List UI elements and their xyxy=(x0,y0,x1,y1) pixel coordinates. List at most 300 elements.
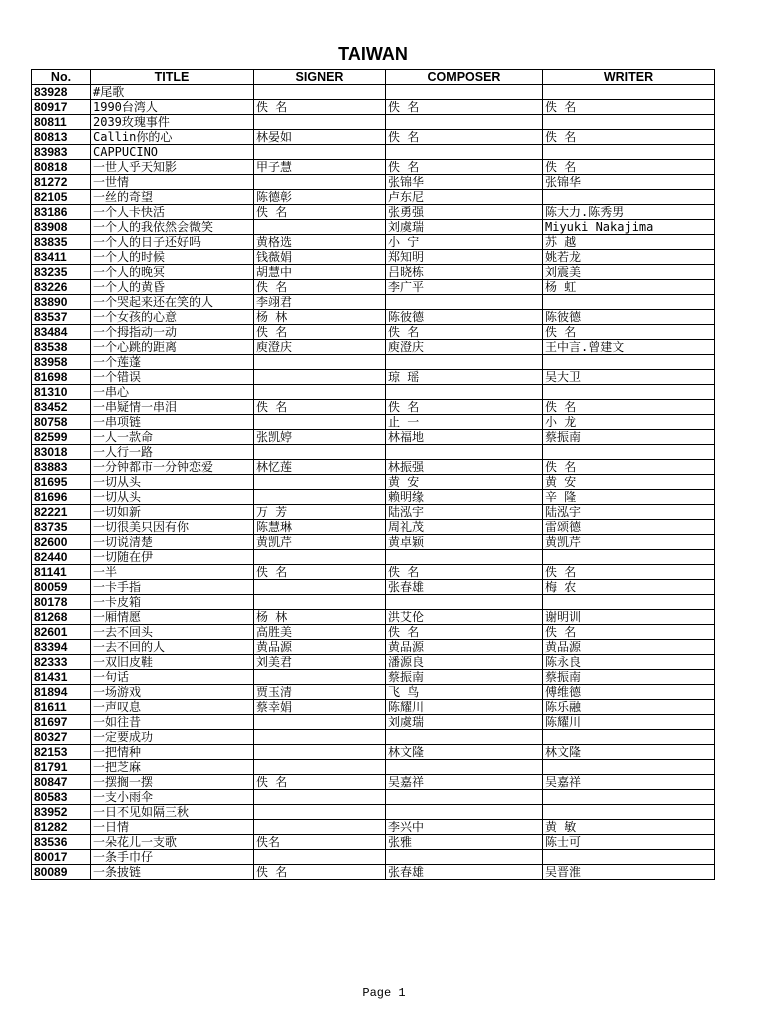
table-row xyxy=(32,835,715,850)
writer-cell xyxy=(543,595,715,610)
song-number-cell: 80059 xyxy=(32,580,91,595)
song-number-cell: 83018 xyxy=(32,445,91,460)
writer-cell: 小 龙 xyxy=(543,415,715,430)
signer-cell xyxy=(254,145,386,160)
composer-cell xyxy=(386,595,543,610)
signer-cell: 佚 名 xyxy=(254,865,386,880)
song-title-cell: 一半 xyxy=(91,565,254,580)
signer-cell xyxy=(254,115,386,130)
composer-cell: 李广平 xyxy=(386,280,543,295)
song-title-cell: 一个莲蓬 xyxy=(91,355,254,370)
composer-cell: 蔡振南 xyxy=(386,670,543,685)
signer-cell: 佚 名 xyxy=(254,775,386,790)
song-title-cell: 1990台湾人 xyxy=(91,100,254,115)
column-header-writer: WRITER xyxy=(543,70,715,85)
composer-cell: 张锦华 xyxy=(386,175,543,190)
composer-cell: 小 宁 xyxy=(386,235,543,250)
table-row xyxy=(32,535,715,550)
song-title-cell: 一世人乎天知影 xyxy=(91,160,254,175)
composer-cell: 刘虞瑞 xyxy=(386,715,543,730)
table-row xyxy=(32,115,715,130)
table-row xyxy=(32,445,715,460)
table-row xyxy=(32,100,715,115)
signer-cell: 贾玉清 xyxy=(254,685,386,700)
composer-cell xyxy=(386,85,543,100)
table-row xyxy=(32,700,715,715)
column-header-composer: COMPOSER xyxy=(386,70,543,85)
table-row xyxy=(32,175,715,190)
writer-cell: 陈大力.陈秀男 xyxy=(543,205,715,220)
composer-cell: 吴嘉祥 xyxy=(386,775,543,790)
writer-cell: 辛 隆 xyxy=(543,490,715,505)
composer-cell: 佚 名 xyxy=(386,100,543,115)
signer-cell: 杨 林 xyxy=(254,610,386,625)
writer-cell: 陈彼德 xyxy=(543,310,715,325)
writer-cell: 蔡振南 xyxy=(543,430,715,445)
composer-cell: 郑知明 xyxy=(386,250,543,265)
song-title-cell: 一个人的晚冥 xyxy=(91,265,254,280)
composer-cell xyxy=(386,385,543,400)
signer-cell: 万 芳 xyxy=(254,505,386,520)
song-number-cell: 80583 xyxy=(32,790,91,805)
song-number-cell: 81695 xyxy=(32,475,91,490)
song-title-cell: 一朵花儿一支歌 xyxy=(91,835,254,850)
table-row xyxy=(32,355,715,370)
table-body xyxy=(32,85,715,880)
song-title-cell: 一串项链 xyxy=(91,415,254,430)
table-row xyxy=(32,145,715,160)
composer-cell: 佚 名 xyxy=(386,130,543,145)
writer-cell: 黄 安 xyxy=(543,475,715,490)
signer-cell xyxy=(254,355,386,370)
writer-cell: 佚 名 xyxy=(543,400,715,415)
song-title-cell: 一人一款命 xyxy=(91,430,254,445)
song-number-cell: 83928 xyxy=(32,85,91,100)
composer-cell: 周礼茂 xyxy=(386,520,543,535)
composer-cell: 庾澄庆 xyxy=(386,340,543,355)
song-title-cell: #尾歌 xyxy=(91,85,254,100)
writer-cell xyxy=(543,730,715,745)
song-title-cell: 一句话 xyxy=(91,670,254,685)
composer-cell xyxy=(386,850,543,865)
song-number-cell: 83735 xyxy=(32,520,91,535)
song-title-cell: 一世情 xyxy=(91,175,254,190)
song-title-cell: 一个人的日子还好吗 xyxy=(91,235,254,250)
song-title-cell: 一个女孩的心意 xyxy=(91,310,254,325)
composer-cell xyxy=(386,355,543,370)
song-number-cell: 80811 xyxy=(32,115,91,130)
composer-cell: 潘源良 xyxy=(386,655,543,670)
song-number-cell: 83452 xyxy=(32,400,91,415)
writer-cell: 佚 名 xyxy=(543,625,715,640)
signer-cell xyxy=(254,730,386,745)
composer-cell: 佚 名 xyxy=(386,160,543,175)
signer-cell: 佚 名 xyxy=(254,205,386,220)
table-row xyxy=(32,265,715,280)
song-title-cell: 一摆搁一摆 xyxy=(91,775,254,790)
writer-cell xyxy=(543,355,715,370)
table-row xyxy=(32,625,715,640)
composer-cell: 林振强 xyxy=(386,460,543,475)
signer-cell: 林忆莲 xyxy=(254,460,386,475)
composer-cell: 佚 名 xyxy=(386,625,543,640)
writer-cell: 雷颂德 xyxy=(543,520,715,535)
composer-cell xyxy=(386,145,543,160)
signer-cell xyxy=(254,550,386,565)
writer-cell: 佚 名 xyxy=(543,325,715,340)
signer-cell xyxy=(254,790,386,805)
song-number-cell: 83958 xyxy=(32,355,91,370)
song-number-cell: 83983 xyxy=(32,145,91,160)
table-row xyxy=(32,130,715,145)
table-row xyxy=(32,295,715,310)
signer-cell xyxy=(254,490,386,505)
song-number-cell: 82105 xyxy=(32,190,91,205)
composer-cell: 黄卓颖 xyxy=(386,535,543,550)
writer-cell: 梅 农 xyxy=(543,580,715,595)
composer-cell xyxy=(386,445,543,460)
writer-cell: 刘震美 xyxy=(543,265,715,280)
composer-cell: 陆泓宇 xyxy=(386,505,543,520)
composer-cell: 林福地 xyxy=(386,430,543,445)
song-number-cell: 80089 xyxy=(32,865,91,880)
song-title-cell: 一串疑情一串泪 xyxy=(91,400,254,415)
song-number-cell: 81894 xyxy=(32,685,91,700)
signer-cell: 甲子慧 xyxy=(254,160,386,175)
table-row xyxy=(32,85,715,100)
composer-cell xyxy=(386,790,543,805)
table-row xyxy=(32,790,715,805)
signer-cell: 佚 名 xyxy=(254,100,386,115)
song-number-cell: 80017 xyxy=(32,850,91,865)
table-row xyxy=(32,655,715,670)
writer-cell: Miyuki Nakajima xyxy=(543,220,715,235)
song-title-cell: 2039玫瑰事件 xyxy=(91,115,254,130)
writer-cell: 佚 名 xyxy=(543,565,715,580)
song-number-cell: 81272 xyxy=(32,175,91,190)
composer-cell: 飞 鸟 xyxy=(386,685,543,700)
writer-cell: 蔡振南 xyxy=(543,670,715,685)
signer-cell: 黄品源 xyxy=(254,640,386,655)
table-row xyxy=(32,505,715,520)
signer-cell xyxy=(254,445,386,460)
song-number-cell: 82600 xyxy=(32,535,91,550)
writer-cell: 陈耀川 xyxy=(543,715,715,730)
song-number-cell: 80758 xyxy=(32,415,91,430)
composer-cell: 佚 名 xyxy=(386,565,543,580)
writer-cell: 杨 虹 xyxy=(543,280,715,295)
song-number-cell: 82599 xyxy=(32,430,91,445)
table-row xyxy=(32,805,715,820)
song-number-cell: 81282 xyxy=(32,820,91,835)
signer-cell xyxy=(254,370,386,385)
table-row xyxy=(32,370,715,385)
signer-cell xyxy=(254,85,386,100)
column-header-signer: SIGNER xyxy=(254,70,386,85)
table-row xyxy=(32,685,715,700)
song-title-cell: 一切随在伊 xyxy=(91,550,254,565)
writer-cell: 佚 名 xyxy=(543,130,715,145)
table-row xyxy=(32,775,715,790)
composer-cell: 李兴中 xyxy=(386,820,543,835)
writer-cell xyxy=(543,145,715,160)
table-row xyxy=(32,550,715,565)
writer-cell xyxy=(543,190,715,205)
table-row xyxy=(32,565,715,580)
composer-cell xyxy=(386,295,543,310)
signer-cell: 佚 名 xyxy=(254,400,386,415)
table-row xyxy=(32,415,715,430)
song-title-cell: 一个哭起来还在笑的人 xyxy=(91,295,254,310)
composer-cell: 止 一 xyxy=(386,415,543,430)
signer-cell: 高胜美 xyxy=(254,625,386,640)
song-number-cell: 83952 xyxy=(32,805,91,820)
song-number-cell: 80813 xyxy=(32,130,91,145)
composer-cell: 张雅 xyxy=(386,835,543,850)
table-row xyxy=(32,595,715,610)
song-number-cell: 80818 xyxy=(32,160,91,175)
song-number-cell: 83538 xyxy=(32,340,91,355)
song-title-cell: 一切说清楚 xyxy=(91,535,254,550)
writer-cell: 陈永良 xyxy=(543,655,715,670)
table-row xyxy=(32,340,715,355)
writer-cell xyxy=(543,760,715,775)
song-title-cell: 一日不见如隔三秋 xyxy=(91,805,254,820)
composer-cell: 陈耀川 xyxy=(386,700,543,715)
table-row xyxy=(32,430,715,445)
composer-cell xyxy=(386,805,543,820)
song-title-cell: 一把情种 xyxy=(91,745,254,760)
writer-cell: 佚 名 xyxy=(543,100,715,115)
writer-cell xyxy=(543,850,715,865)
writer-cell: 姚若龙 xyxy=(543,250,715,265)
signer-cell xyxy=(254,760,386,775)
signer-cell: 杨 林 xyxy=(254,310,386,325)
song-title-cell: 一串心 xyxy=(91,385,254,400)
signer-cell xyxy=(254,580,386,595)
signer-cell: 胡慧中 xyxy=(254,265,386,280)
signer-cell xyxy=(254,385,386,400)
composer-cell xyxy=(386,550,543,565)
writer-cell: 林文隆 xyxy=(543,745,715,760)
signer-cell: 林晏如 xyxy=(254,130,386,145)
table-row xyxy=(32,580,715,595)
song-title-cell: 一支小雨伞 xyxy=(91,790,254,805)
song-number-cell: 81611 xyxy=(32,700,91,715)
song-title-cell: 一个拇指动一动 xyxy=(91,325,254,340)
song-title-cell: 一个人的时候 xyxy=(91,250,254,265)
song-number-cell: 82440 xyxy=(32,550,91,565)
song-title-cell: 一个错误 xyxy=(91,370,254,385)
song-number-cell: 81310 xyxy=(32,385,91,400)
table-row xyxy=(32,865,715,880)
composer-cell xyxy=(386,115,543,130)
song-title-cell: 一声叹息 xyxy=(91,700,254,715)
song-number-cell: 83186 xyxy=(32,205,91,220)
composer-cell: 张春雄 xyxy=(386,580,543,595)
composer-cell: 琼 瑶 xyxy=(386,370,543,385)
table-row xyxy=(32,280,715,295)
song-number-cell: 82153 xyxy=(32,745,91,760)
song-title-cell: 一双旧皮鞋 xyxy=(91,655,254,670)
song-title-cell: 一把芝麻 xyxy=(91,760,254,775)
table-row xyxy=(32,610,715,625)
signer-cell xyxy=(254,850,386,865)
composer-cell: 佚 名 xyxy=(386,325,543,340)
signer-cell xyxy=(254,595,386,610)
song-number-cell: 83537 xyxy=(32,310,91,325)
writer-cell: 傅维德 xyxy=(543,685,715,700)
signer-cell: 黄凯芹 xyxy=(254,535,386,550)
song-title-cell: 一个人卡快活 xyxy=(91,205,254,220)
column-header-no: No. xyxy=(32,70,91,85)
song-number-cell: 80327 xyxy=(32,730,91,745)
writer-cell: 张锦华 xyxy=(543,175,715,190)
composer-cell xyxy=(386,760,543,775)
signer-cell: 钱薇娟 xyxy=(254,250,386,265)
table-row xyxy=(32,400,715,415)
writer-cell: 黄品源 xyxy=(543,640,715,655)
writer-cell: 吴嘉祥 xyxy=(543,775,715,790)
signer-cell: 张凯婷 xyxy=(254,430,386,445)
table-row xyxy=(32,745,715,760)
song-number-cell: 83835 xyxy=(32,235,91,250)
song-number-cell: 80917 xyxy=(32,100,91,115)
composer-cell: 吕晓栋 xyxy=(386,265,543,280)
song-title-cell: 一条手巾仔 xyxy=(91,850,254,865)
song-title-cell: 一个心跳的距离 xyxy=(91,340,254,355)
song-title-cell: 一场游戏 xyxy=(91,685,254,700)
table-row xyxy=(32,850,715,865)
song-title-cell: 一切很美只因有你 xyxy=(91,520,254,535)
song-title-cell: 一切从头 xyxy=(91,490,254,505)
table-row xyxy=(32,715,715,730)
table-row xyxy=(32,640,715,655)
table-row xyxy=(32,325,715,340)
writer-cell xyxy=(543,790,715,805)
signer-cell: 佚 名 xyxy=(254,565,386,580)
signer-cell: 佚 名 xyxy=(254,325,386,340)
composer-cell: 佚 名 xyxy=(386,400,543,415)
table-row xyxy=(32,220,715,235)
table-row xyxy=(32,460,715,475)
writer-cell xyxy=(543,295,715,310)
composer-cell: 黄 安 xyxy=(386,475,543,490)
signer-cell xyxy=(254,820,386,835)
song-title-cell: 一切如新 xyxy=(91,505,254,520)
signer-cell: 刘美君 xyxy=(254,655,386,670)
composer-cell: 黄品源 xyxy=(386,640,543,655)
song-number-cell: 82221 xyxy=(32,505,91,520)
song-number-cell: 83890 xyxy=(32,295,91,310)
composer-cell: 赖明缘 xyxy=(386,490,543,505)
table-row xyxy=(32,670,715,685)
page-title: TAIWAN xyxy=(338,44,408,64)
song-title-cell: 一定要成功 xyxy=(91,730,254,745)
song-number-cell: 83536 xyxy=(32,835,91,850)
song-number-cell: 82333 xyxy=(32,655,91,670)
signer-cell xyxy=(254,805,386,820)
signer-cell: 佚名 xyxy=(254,835,386,850)
writer-cell xyxy=(543,805,715,820)
signer-cell: 佚 名 xyxy=(254,280,386,295)
song-title-cell: CAPPUCINO xyxy=(91,145,254,160)
song-title-cell: 一条披链 xyxy=(91,865,254,880)
composer-cell: 张勇强 xyxy=(386,205,543,220)
song-number-cell: 81791 xyxy=(32,760,91,775)
writer-cell xyxy=(543,385,715,400)
song-number-cell: 80847 xyxy=(32,775,91,790)
song-table xyxy=(31,69,715,880)
page-footer: Page 1 xyxy=(362,986,406,1000)
table-row xyxy=(32,310,715,325)
composer-cell: 林文隆 xyxy=(386,745,543,760)
writer-cell: 陈乐融 xyxy=(543,700,715,715)
song-number-cell: 81696 xyxy=(32,490,91,505)
writer-cell: 佚 名 xyxy=(543,460,715,475)
table-row xyxy=(32,490,715,505)
table-row xyxy=(32,520,715,535)
song-title-cell: 一丝的奇望 xyxy=(91,190,254,205)
table-header-row xyxy=(32,70,715,85)
song-title-cell: 一分钟都市一分钟恋爱 xyxy=(91,460,254,475)
composer-cell: 陈彼德 xyxy=(386,310,543,325)
writer-cell: 王中言.曾建文 xyxy=(543,340,715,355)
writer-cell: 苏 越 xyxy=(543,235,715,250)
composer-cell xyxy=(386,730,543,745)
writer-cell xyxy=(543,550,715,565)
signer-cell: 蔡幸娟 xyxy=(254,700,386,715)
writer-cell: 佚 名 xyxy=(543,160,715,175)
song-title-cell: 一切从头 xyxy=(91,475,254,490)
signer-cell xyxy=(254,715,386,730)
song-title-cell: 一个人的黄昏 xyxy=(91,280,254,295)
writer-cell: 吴晋淮 xyxy=(543,865,715,880)
song-title-cell: 一日情 xyxy=(91,820,254,835)
table-row xyxy=(32,235,715,250)
song-title-cell: 一人行一路 xyxy=(91,445,254,460)
song-number-cell: 83484 xyxy=(32,325,91,340)
table-row xyxy=(32,820,715,835)
song-title-cell: 一去不回的人 xyxy=(91,640,254,655)
writer-cell: 黄 敏 xyxy=(543,820,715,835)
song-number-cell: 81431 xyxy=(32,670,91,685)
song-number-cell: 81141 xyxy=(32,565,91,580)
song-title-cell: 一卡皮箱 xyxy=(91,595,254,610)
composer-cell: 卢东尼 xyxy=(386,190,543,205)
table-row xyxy=(32,730,715,745)
signer-cell: 陈慧琳 xyxy=(254,520,386,535)
song-number-cell: 81698 xyxy=(32,370,91,385)
song-number-cell: 83908 xyxy=(32,220,91,235)
song-number-cell: 83411 xyxy=(32,250,91,265)
song-number-cell: 80178 xyxy=(32,595,91,610)
signer-cell: 庾澄庆 xyxy=(254,340,386,355)
song-number-cell: 83394 xyxy=(32,640,91,655)
table-row xyxy=(32,760,715,775)
composer-cell: 洪艾伦 xyxy=(386,610,543,625)
song-number-cell: 83883 xyxy=(32,460,91,475)
song-number-cell: 82601 xyxy=(32,625,91,640)
song-title-cell: 一去不回头 xyxy=(91,625,254,640)
signer-cell xyxy=(254,475,386,490)
writer-cell xyxy=(543,445,715,460)
writer-cell xyxy=(543,85,715,100)
writer-cell: 吴大卫 xyxy=(543,370,715,385)
signer-cell: 李翊君 xyxy=(254,295,386,310)
song-title-cell: 一厢情愿 xyxy=(91,610,254,625)
composer-cell: 张春雄 xyxy=(386,865,543,880)
